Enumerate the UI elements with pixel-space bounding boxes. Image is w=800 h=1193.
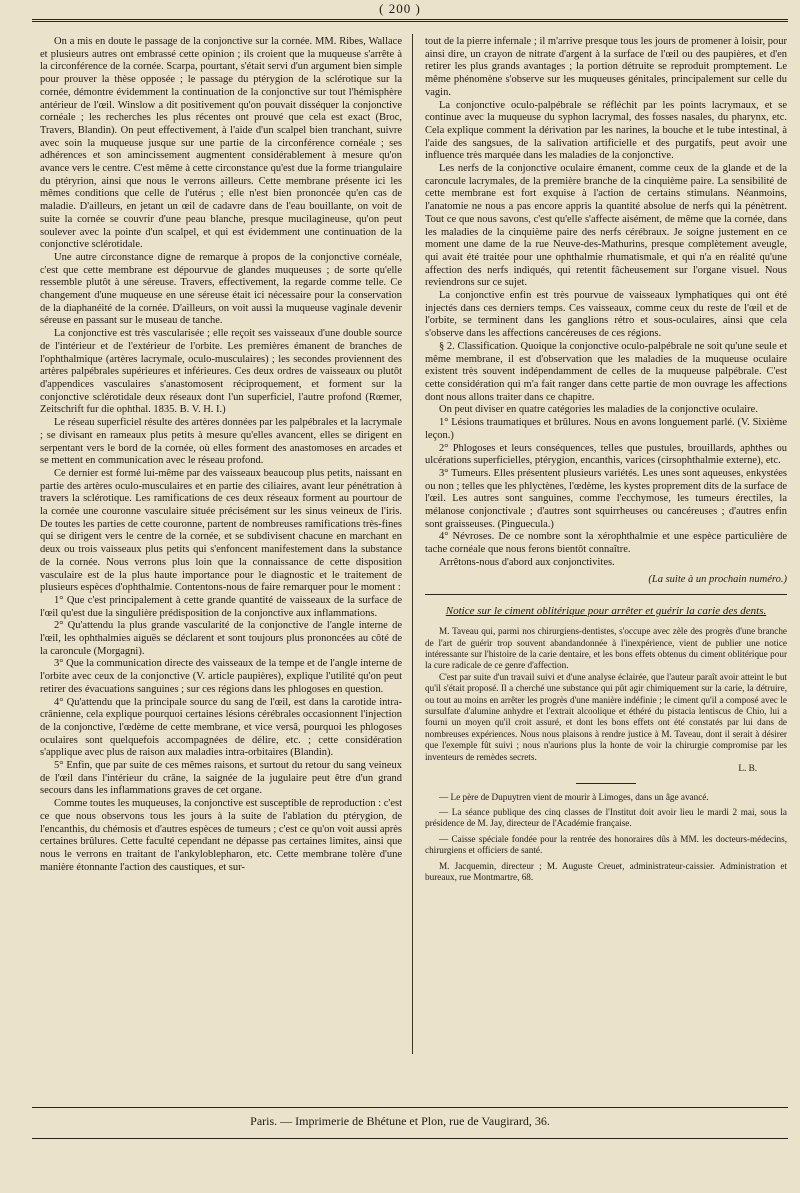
right-column bbox=[425, 36, 787, 887]
right-article-body bbox=[425, 36, 787, 570]
body-paragraph: La conjonctive est très vascularisée ; elle reçoit ses vaisseaux d'une double source de l'intérieur et de l'extérieur de l'orbite. Les premières émanent de branches de l'ophthalmique (artères lacrymale, oculo-musculaires) ; les secondes proviennent des artères palpébrales supérieures et inférieures. Ces deux ordres de vaisseaux ou plutôt d'appendices vasculaires s'anastomosent réciproquement, et forment sur la conjonctive sclérotidale deux réseaux dont l'un superficiel, l'autre profond (Rœmer, Zeitschrift fur die ophthal. 1835. B. V. H. I.) bbox=[40, 328, 402, 416]
body-paragraph: 2° Phlogoses et leurs conséquences, telles que pustules, brouillards, aphthes ou ulcérations superficielles, ptérygion, encanthis, varices (cirsophthalmie externe), etc. bbox=[425, 442, 787, 467]
article-continuation-note: (La suite à un prochain numéro.) bbox=[648, 573, 787, 585]
body-paragraph: tout de la pierre infernale ; il m'arrive presque tous les jours de promener à loisir, pour ainsi dire, un crayon de nitrate d'argent à la surface de l'œil ou des paupières, et d'en retirer les plus grands avantages ; la portion détruite se reproduit promptement. Le même phénomène s'observe sur les muqueuses génitales, principalement sur celle du vagin. bbox=[425, 36, 787, 98]
notice-body bbox=[425, 626, 787, 763]
body-paragraph: On a mis en doute le passage de la conjonctive sur la cornée. MM. Ribes, Wallace et plusieurs autres ont embrassé cette opinion ; ils croient que la muqueuse s'arrête à la circonférence de la cornée. Scarpa, pourtant, s'était servi d'un argument bien simple pour prouver la thèse opposée ; le passage du ptérygion de la sclérotique sur la cornée, démontre évidemment la continuation de la conjonctive sur tout l'hémisphère antérieur de l'œil. Winslow a dit positivement qu'on pouvait disséquer la conjonctive cornéale ; les recherches les plus récentes ont prouvé que cela est exact (Broc, Travers, Blandin). On peut effectivement, à l'aide d'un scalpel bien tranchant, suivre avec soin la muqueuse jusque sur une partie de la circonférence cornéale ; ses adhérences et son amincissement augmentent considérablement à mesure qu'on avance vers le centre. C'est même à cette circonstance qu'est due la forme triangulaire du ptéryrion, ainsi que nous le verrons ailleurs. Cette membrane présente ici les mêmes conditions que celle de l'utérus ; elle n'est bien prononcée qu'en cas de maladie. D'ailleurs, en jetant un œil de cadavre dans de l'eau bouillante, on voit de suite la cornée se couvrir d'une peau blanche, presque mucilagineuse, qu'on peut soulever avec la pointe d'un scalpel, et qui est évidemment une continuation de la conjonctive sclérotidale. bbox=[40, 36, 402, 251]
body-paragraph: 1° Lésions traumatiques et brûlures. Nous en avons longuement parlé. (V. Sixième leçon.) bbox=[425, 417, 787, 441]
news-item: M. Jacquemin, directeur ; M. Auguste Creuet, administrateur-caissier. Administration et bureaux, rue Montmartre, 68. bbox=[425, 860, 787, 882]
notice-signature: L. B. bbox=[738, 763, 757, 774]
body-paragraph: Comme toutes les muqueuses, la conjonctive est susceptible de reproduction : c'est ce que nous observons tous les jours à la suite de l'ablation du ptérygion, de l'encanthis, du chémosis et d'autres espèces de tumeurs ; c'est ce qu'on voit aussi après certaines brûlures. Cette faculté cependant ne dépasse pas certaines limites, ainsi que nous le verrons en traitant de l'ankyloblepharon, etc. Cette membrane tolère d'une manière étonnante l'action des caustiques, et sur- bbox=[40, 798, 402, 873]
body-paragraph: § 2. Classification. Quoique la conjonctive oculo-palpébrale ne soit qu'une seule et même membrane, il est d'observation que les maladies de la muqueuse oculaire existent très souvent indépendamment de celles de la muqueuse palpébrale. C'est cette considération qui m'a fait ranger dans cette partie de mon ouvrage les affections dont nous allons traiter dans ce chapitre. bbox=[425, 340, 787, 403]
news-item: — La séance publique des cinq classes de l'Institut doit avoir lieu le mardi 2 mai, sous la présidence de M. Jay, directeur de l'Académie française. bbox=[425, 806, 787, 829]
notice-paragraph: M. Taveau qui, parmi nos chirurgiens-dentistes, s'occupe avec zèle des progrès d'une branche de l'art de guérir trop souvent abandandonnée à l'inexpérience, vient de publier une notice intéressante sur l'histoire de la carie dentaire, et les bons effets obtenus du ciment oblitérique pour la cure radicale de ce genre d'affection. bbox=[425, 626, 787, 671]
header-rule bbox=[32, 19, 788, 22]
body-paragraph: 3° Tumeurs. Elles présentent plusieurs variétés. Les unes sont aqueuses, enkystées ou non ; telles que les phlyctènes, l'œdème, les kystes proprement dits de la surface de l'œil. Les autres sont sanguines, comme l'ecchymose, les tumeurs érectiles, la mélanose conjonctivale ; d'autres sont squirrheuses ou cancéreuses ; d'autres enfin sont graisseuses. (Pinguecula.) bbox=[425, 467, 787, 530]
body-paragraph: 4° Qu'attendu que la principale source du sang de l'œil, est dans la carotide intra-crânienne, cela explique pourquoi certaines lésions cérébrales occasionnent l'injection de la conjonctive, l'œdème de cette membrane, et vice versâ, pourquoi les phlogoses oculaires sont quelquefois accompagnées de délire, etc. ; cette considération s'applique avec plus de raison aux maladies intra-orbitaires (Blandin). bbox=[40, 696, 402, 759]
news-item: — Le père de Dupuytren vient de mourir à Limoges, dans un âge avancé. bbox=[439, 791, 709, 802]
section-rule bbox=[425, 594, 787, 595]
column-divider bbox=[412, 34, 413, 1054]
body-paragraph: La conjonctive enfin est très pourvue de vaisseaux lymphatiques qui ont été injectés dans ces derniers temps. Ces vaisseaux, comme ceux du reste de l'œil et de l'orbite, se terminent dans les ganglions rétro et sous-oculaires, ainsi que cela s'observe dans les affections cancéreuses de ces régions. bbox=[425, 290, 787, 340]
body-paragraph: Les nerfs de la conjonctive oculaire émanent, comme ceux de la glande et de la caroncule lacrymales, de la première branche de la cinquième paire. La sensibilité de cette membrane est fort exquise à l'action de certains stimulans. Néanmoins, l'anatomie ne nous a pas encore appris la quantité absolue de nerfs qui la pénètrent. Tout ce que nous savons, c'est qu'elle s'affecte aisément, de même que la cornée, dans les maladies de la cinquième paire des nerfs cérébraux. Je soigne justement en ce moment une dame de la rue Neuve-des-Mathurins, presque complètement aveugle, qui avait été traitée pour une ophthalmie rhumatismale, et qui n'a en réalité qu'une affection des nerfs indiqués, qui retentit fâcheusement sur l'organe visuel. Nous reviendrons sur ce sujet. bbox=[425, 163, 787, 289]
footer-rule bbox=[32, 1107, 788, 1108]
news-item: — Caisse spéciale fondée pour la rentrée des honoraires dûs à MM. les docteurs-médecins, chirurgiens et officiers de santé. bbox=[425, 833, 787, 856]
body-paragraph: Ce dernier est formé lui-même par des vaisseaux beaucoup plus petits, naissant en partie des artères oculo-musculaires et en partie des ciliaires, avant leur pénétration à travers la sclérotique. Les ramifications de ces deux réseaux forment au pourtour de la cornée une couronne vasculaire située précisément sur les sinus veineux de l'iris. De toutes les parties de cette couronne, partent de nombreuses ramifications très-fines qui se dirigent vers le centre de la cornée, et se subdivisent chacune en marchant en deux ou trois vaisseaux plus petits qui s'enfoncent manifestement dans la substance de la cornée. Nous verrons plus loin que la connaissance de cette disposition vasculaire est de la plus haute importance pour le diagnostic et le traitement de plusieurs espèces d'ophthalmie. Contentons-nous de faire remarquer pour le moment : bbox=[40, 467, 402, 594]
left-column bbox=[40, 36, 402, 874]
body-paragraph: 3° Que la communication directe des vaisseaux de la tempe et de l'angle interne de l'orbite avec ceux de la conjonctive (V. article paupières), explique l'utilité qu'on peut retirer des évacuations sanguines ; sur ces régions dans les phlogoses en question. bbox=[40, 658, 402, 695]
body-paragraph: 2° Qu'attendu la plus grande vascularité de la conjonctive de l'angle interne de l'œil, les ophthalmies aiguës se déclarent et sont toujours plus prononcées au côté de la caroncule (Morgagni). bbox=[40, 620, 402, 657]
body-paragraph: La conjonctive oculo-palpébrale se réfléchit par les points lacrymaux, et se continue avec la muqueuse du syphon lacrymal, des fosses nasales, du pharynx, etc. Cela explique comment la dérivation par les narines, la bouche et le tube intestinal, à l'aide des sangsues, de la salivation artificielle et des purgatifs, peut avoir une influence très marquée dans les maladies de la conjonctive. bbox=[425, 99, 787, 162]
body-paragraph: Une autre circonstance digne de remarque à propos de la conjonctive cornéale, c'est que cette membrane est dépourvue de glandes muqueuses ; de sorte qu'elle ressemble plutôt à une séreuse. Travers, effectivement, la regarde comme telle. Ce changement d'une muqueuse en une séreuse était ici nécessaire pour la conservation de la diaphanéité de la cornée. D'ailleurs, on voit aussi la muqueuse vaginale devenir séreuse en passant sur le museau de tanche. bbox=[40, 251, 402, 327]
body-paragraph: On peut diviser en quatre catégories les maladies de la conjonctive oculaire. bbox=[439, 404, 758, 416]
short-rule bbox=[576, 783, 636, 784]
page-number: ( 200 ) bbox=[379, 1, 421, 16]
notice-paragraph: C'est par suite d'un travail suivi et d'une analyse éclairée, que l'auteur paraît avoir atteint le but qu'il s'était proposé. Il a cherché une substance qui pût agir chimiquement sur la carie, la détruire, ou tout au moins en arrêter les progrès d'une manière indéfinie ; le ciment qu'il a composé avec le sursulfate d'alumine anhydre et l'extrait alcoolique et éthéré du pistacia lentiscus de Chio, lui a fourni un moyen qu'il croit assuré, et dont les bons effets ont été constatés par lui dans de nombreuses expériences. Nous nous plaisons à rendre justice à M. Taveau, dont il serait à désirer que l'exemple fût suivi ; nous n'aurions plus la honte de voir la chirurgie compromise par les inventeurs de remèdes secrets. bbox=[425, 671, 787, 762]
body-paragraph: 1° Que c'est principalement à cette grande quantité de vaisseaux de la surface de l'œil qu'est due la singulière prédisposition de la conjonctive aux inflammations. bbox=[40, 594, 402, 619]
footer-rule-bottom bbox=[32, 1138, 788, 1139]
printer-imprint: Paris. — Imprimerie de Bhétune et Plon, rue de Vaugirard, 36. bbox=[250, 1114, 550, 1128]
body-paragraph: 4° Névroses. De ce nombre sont la xérophthalmie et une espèce particulière de tache cornéale que nous ferons bientôt connaître. bbox=[425, 531, 787, 556]
body-paragraph: Arrêtons-nous d'abord aux conjonctivites. bbox=[439, 556, 615, 568]
news-items bbox=[425, 792, 787, 884]
body-paragraph: 5° Enfin, que par suite de ces mêmes raisons, et surtout du retour du sang veineux de l'œil dans l'intérieur du crâne, la saignée de la jugulaire peut être d'un grand secours dans les inflammations graves de cet organe. bbox=[40, 760, 402, 797]
notice-title: Notice sur le ciment oblitérique pour arrêter et guérir la carie des dents. bbox=[445, 605, 767, 618]
body-paragraph: Le réseau superficiel résulte des artères données par les palpébrales et la lacrymale ; se divisant en rameaux plus petits à mesure qu'elles avancent, elles se dirigent en serpentant vers le bord de la cornée, où elles forment des anastomoses en arcades et se mettent en communication avec le réseau profond. bbox=[40, 417, 402, 467]
